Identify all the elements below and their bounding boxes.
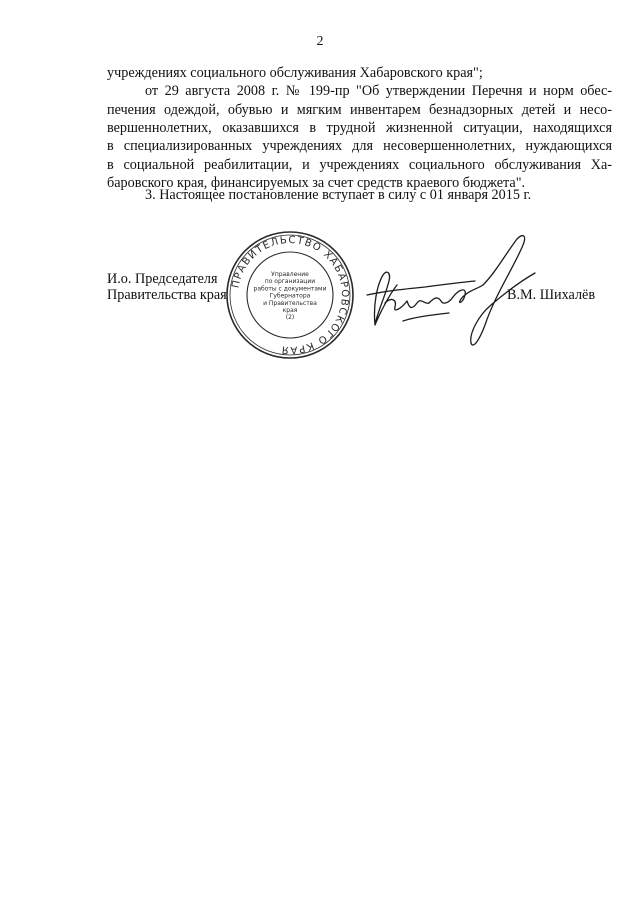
- stamp-inner-line: и Правительства: [263, 299, 317, 307]
- stamp-inner-line: Губернатора: [269, 292, 311, 300]
- stamp-ring-text: ПРАВИТЕЛЬСТВО ХАБАРОВСКОГО КРАЯ: [230, 234, 351, 356]
- body-line-6: в социальной реабилитации, и учреждениях социального обслуживания Ха-: [107, 157, 612, 173]
- signatory-title-line2: Правительства края: [107, 287, 227, 303]
- stamp-inner-line: по организации: [264, 278, 316, 286]
- handwritten-signature: [345, 225, 545, 365]
- stamp-inner-line: (2): [285, 314, 295, 322]
- body-line-8: 3. Настоящее постановление вступает в силу с 01 января 2015 г.: [145, 187, 532, 203]
- body-line-7: баровского края, финансируемых за счет средств краевого бюджета".: [107, 175, 526, 191]
- signatory-name: В.М. Шихалёв: [507, 287, 596, 303]
- signatory-title-line1: И.о. Председателя: [107, 271, 218, 287]
- body-line-1: учреждениях социального обслуживания Хабаровского края";: [107, 65, 483, 81]
- body-line-5: в специализированных учреждениях для несовершеннолетних, нуждающихся: [107, 138, 612, 154]
- body-line-4: вершеннолетних, оказавшихся в трудной жизненной ситуации, находящихся: [107, 120, 612, 136]
- official-stamp: [225, 230, 355, 360]
- body-line-3: печения одеждой, обувью и мягким инвентарем безнадзорных детей и несо-: [107, 102, 612, 118]
- page-number: 2: [316, 34, 324, 49]
- stamp-inner-line: Управление: [271, 271, 309, 278]
- body-line-2: от 29 августа 2008 г. № 199-пр "Об утверждении Перечня и норм обес-: [145, 83, 612, 99]
- stamp-inner-line: края: [282, 307, 298, 314]
- stamp-inner-line: работы с документами: [253, 285, 327, 293]
